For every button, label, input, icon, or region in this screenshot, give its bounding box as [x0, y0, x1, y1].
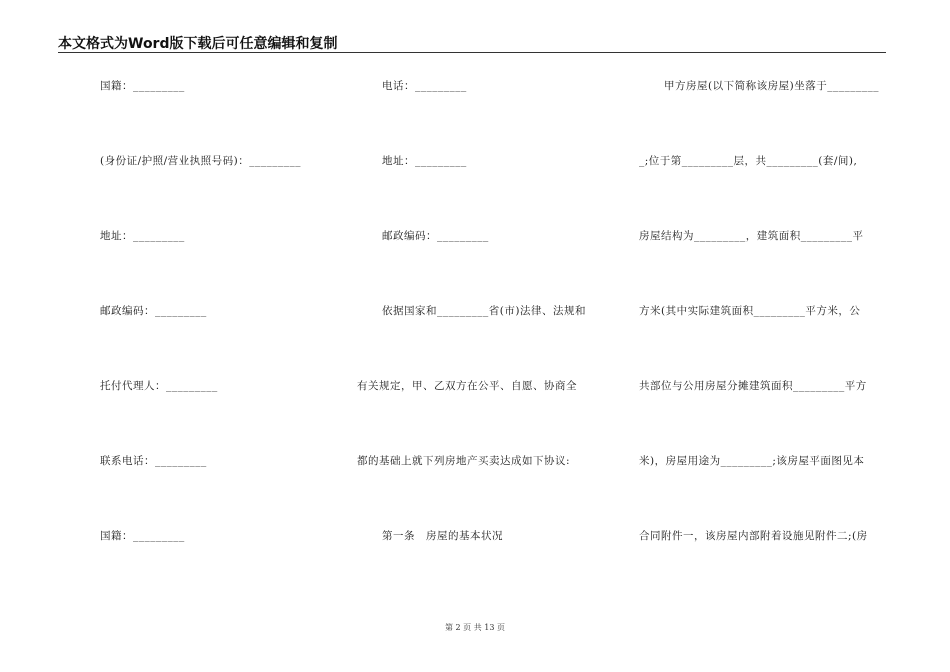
- document-header-title: 本文格式为Word版下载后可任意编辑和复制: [58, 36, 338, 52]
- text-line: 甲方房屋(以下简称该房屋)坐落于_________: [664, 80, 879, 92]
- text-line: 有关规定，甲、乙双方在公平、自愿、协商全: [357, 380, 577, 392]
- text-line: 房屋结构为_________，建筑面积_________平: [639, 230, 864, 242]
- header-divider: [58, 52, 886, 53]
- text-line: 依据国家和_________省(市)法律、法规和: [382, 305, 586, 317]
- text-line: _;位于第_________层，共_________(套/间),: [639, 155, 858, 167]
- text-line: 联系电话：_________: [100, 455, 207, 467]
- text-line: 托付代理人：_________: [100, 380, 218, 392]
- text-line: 地址：_________: [100, 230, 185, 242]
- section-heading: 第一条 房屋的基本状况: [382, 530, 503, 542]
- text-line: 合同附件一，该房屋内部附着设施见附件二;(房: [639, 530, 868, 542]
- text-line: 国籍：_________: [100, 80, 185, 92]
- text-line: 国籍：_________: [100, 530, 185, 542]
- text-line: 地址：_________: [382, 155, 467, 167]
- text-line: 邮政编码：_________: [382, 230, 489, 242]
- text-line: 方米(其中实际建筑面积_________平方米，公: [639, 305, 861, 317]
- text-line: 共部位与公用房屋分摊建筑面积_________平方: [639, 380, 867, 392]
- text-line: 邮政编码：_________: [100, 305, 207, 317]
- page-number: 第 2 页 共 13 页: [445, 623, 505, 632]
- text-line: (身份证/护照/营业执照号码)：_________: [100, 155, 302, 167]
- text-line: 电话：_________: [382, 80, 467, 92]
- text-line: 米)，房屋用途为_________;该房屋平面图见本: [639, 455, 865, 467]
- text-line: 都的基础上就下列房地产买卖达成如下协议:: [357, 455, 571, 467]
